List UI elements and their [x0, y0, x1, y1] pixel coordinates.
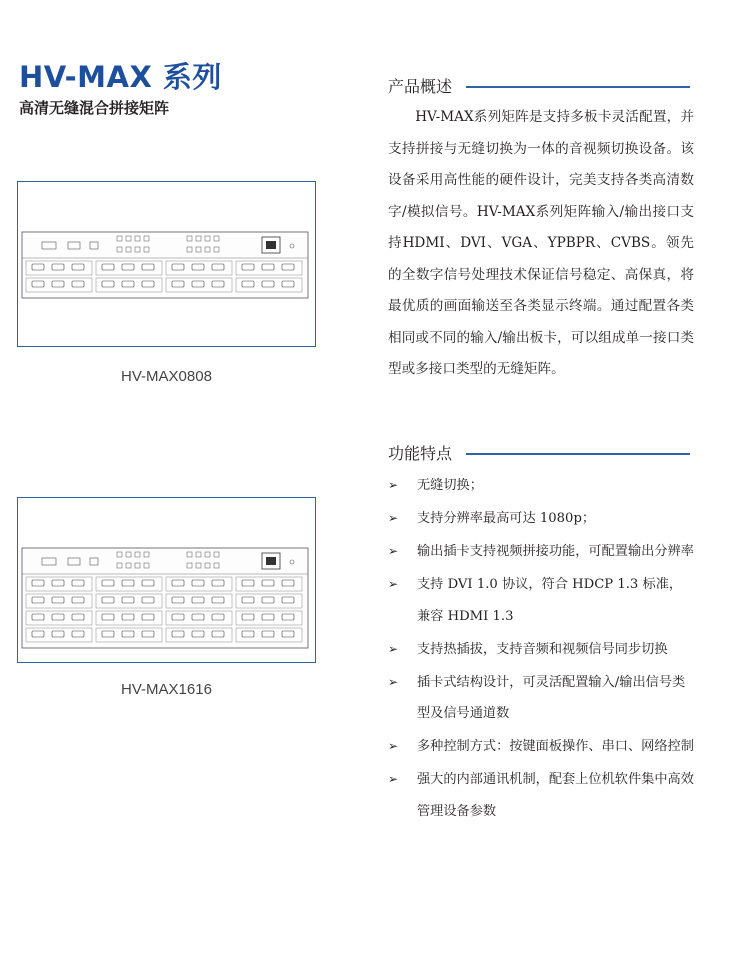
- arrow-bullet-icon: ➢: [388, 577, 399, 591]
- arrow-bullet-icon: ➢: [388, 739, 399, 753]
- features-list: [388, 470, 694, 829]
- heading-rule: [466, 86, 690, 88]
- page-title: HV-MAX 系列: [19, 60, 222, 94]
- matrix-rear-panel-icon: [18, 498, 314, 661]
- arrow-bullet-icon: ➢: [388, 641, 399, 656]
- heading-rule: [466, 453, 690, 455]
- product-image-frame: [17, 497, 316, 663]
- features-section-header: [388, 441, 694, 463]
- product-model-label: HV-MAX0808: [121, 368, 212, 385]
- list-item: ➢ 多种控制方式：按键面板操作、串口、网络控制: [388, 731, 694, 763]
- list-item: ➢ 输出插卡支持视频拼接功能，可配置输出分辨率: [388, 536, 694, 568]
- overview-heading: 产品概述: [388, 77, 453, 96]
- product-model-label: HV-MAX1616: [121, 681, 212, 698]
- list-item: ➢ 插卡式结构设计，可灵活配置输入/输出信号类型及信号通道数: [388, 667, 694, 730]
- product-image-frame: [17, 181, 316, 347]
- list-item: ➢ 无缝切换；: [388, 470, 694, 502]
- arrow-bullet-icon: ➢: [388, 772, 399, 786]
- overview-text: HV-MAX系列矩阵是支持多板卡灵活配置，并支持拼接与无缝切换为一体的音视频切换设备。该设备采用高性能的硬件设计，完美支持各类高清数字/模拟信号。HV-MAX系列矩阵输入/输出接口支持HDMI、DVI、VGA、YPBPR、CVBS。领先的全数字信号处理技术保证信号稳定、高保真，将最优质的画面输送至各类显示终端。通过配置各类相同或不同的输入/输出板卡，可以组成单一接口类型或多接口类型的无缝矩阵。: [388, 109, 694, 377]
- arrow-bullet-icon: ➢: [388, 478, 399, 492]
- arrow-bullet-icon: ➢: [388, 674, 399, 689]
- page-subtitle: 高清无缝混合拼接矩阵: [19, 99, 170, 117]
- arrow-bullet-icon: ➢: [388, 511, 399, 525]
- overview-section-header: [388, 74, 694, 96]
- features-heading: 功能特点: [388, 444, 453, 463]
- list-item: ➢ 支持分辨率最高可达 1080p；: [388, 503, 694, 535]
- matrix-rear-panel-icon: [18, 182, 314, 345]
- list-item: ➢ 强大的内部通讯机制，配套上位机软件集中高效管理设备参数: [388, 764, 694, 827]
- list-item: ➢ 支持热插拔，支持音频和视频信号同步切换: [388, 634, 694, 666]
- list-item: ➢ 支持 DVI 1.0 协议，符合 HDCP 1.3 标准，兼容 HDMI 1.3: [388, 569, 694, 632]
- arrow-bullet-icon: ➢: [388, 544, 399, 558]
